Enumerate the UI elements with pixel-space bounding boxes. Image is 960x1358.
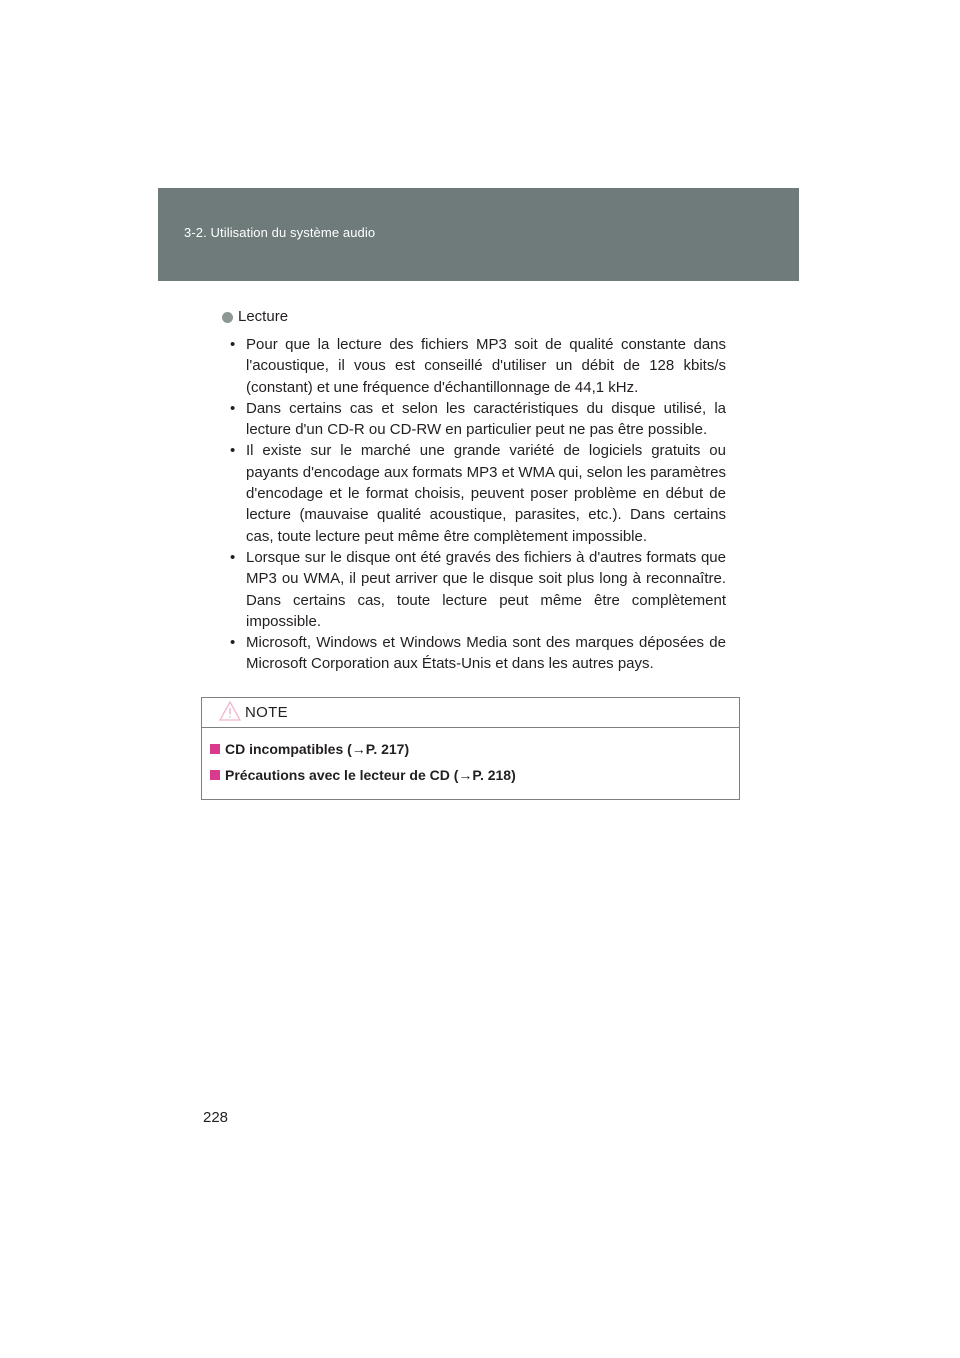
bullet-mark: •: [230, 634, 236, 652]
bullet-mark: •: [230, 548, 236, 566]
note-link-precautions-cd[interactable]: [210, 767, 516, 783]
note-header: [202, 698, 739, 728]
list-item: [228, 440, 726, 546]
note-label: NOTE: [245, 704, 288, 721]
note-box: [201, 697, 740, 800]
bullet-list: [228, 334, 726, 675]
note-item-text: Précautions avec le lecteur de CD (→P. 218): [225, 767, 516, 783]
circle-bullet-icon: [222, 312, 233, 323]
section-heading-text: Lecture: [238, 308, 289, 325]
list-item: [228, 334, 726, 398]
section-heading: [222, 308, 288, 326]
chapter-header-band: [158, 188, 799, 281]
list-item: [228, 547, 726, 632]
list-item-text: Il existe sur le marché une grande variété de logiciels gratuits ou payants d'encodage aux formats MP3 et WMA qui, selon les paramètres d'encodage et le format choisis, peuvent poser problème en début de lecture (mauvaise qualité acoustique, parasites, etc.). Dans certains cas, toute lecture peut même être complètement impossible.: [246, 442, 726, 545]
list-item: [228, 398, 726, 441]
square-bullet-icon: [210, 770, 220, 780]
square-bullet-icon: [210, 744, 220, 754]
list-item-text: Microsoft, Windows et Windows Media sont des marques déposées de Microsoft Corporation aux États-Unis et dans les autres pays.: [246, 634, 726, 673]
bullet-mark: •: [230, 336, 236, 353]
note-item-text: CD incompatibles (→P. 217): [225, 741, 410, 757]
list-item-text: Pour que la lecture des fichiers MP3 soit de qualité constante dans l'acoustique, il vous est conseillé d'utiliser un débit de 128 kbits/s (constant) et une fréquence d'échantillonnage de 44,1 kHz.: [246, 336, 726, 396]
page-number: 228: [203, 1109, 229, 1126]
bullet-mark: •: [230, 399, 236, 417]
list-item-text: Dans certains cas et selon les caractéristiques du disque utilisé, la lecture d'un CD-R ou CD-RW en particulier peut ne pas être possible.: [246, 399, 726, 439]
list-item-text: Lorsque sur le disque ont été gravés des fichiers à d'autres formats que MP3 ou WMA, il peut arriver que le disque soit plus long à reconnaître. Dans certains cas, toute lecture peut même être complètement impossible.: [246, 548, 726, 630]
note-link-cd-incompatibles[interactable]: [210, 741, 409, 757]
warning-triangle-icon: [219, 701, 241, 721]
list-item: [228, 632, 726, 675]
chapter-section-title: 3-2. Utilisation du système audio: [184, 225, 376, 240]
bullet-mark: •: [230, 442, 236, 460]
